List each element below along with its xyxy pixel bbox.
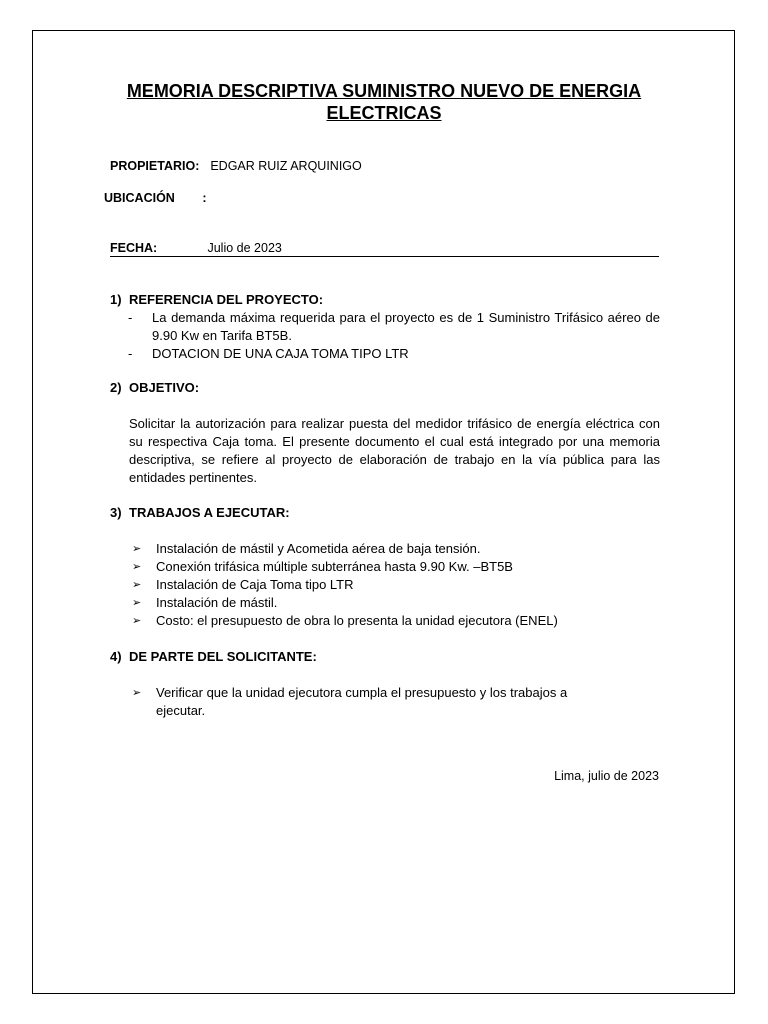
ubicacion-colon: : bbox=[202, 191, 207, 205]
section-number: 3) bbox=[110, 505, 122, 520]
list-item-text: La demanda máxima requerida para el proyecto es de 1 Suministro Trifásico aéreo de 9.90 Kw en Tarifa BT5B. bbox=[152, 310, 660, 343]
propietario-value: EDGAR RUIZ ARQUINIGO bbox=[210, 159, 362, 173]
dash-bullet: - bbox=[128, 310, 133, 325]
header-divider bbox=[110, 256, 659, 257]
list-item-text: Verificar que la unidad ejecutora cumpla el presupuesto y los trabajos a ejecutar. bbox=[156, 685, 568, 718]
ubicacion-row bbox=[104, 190, 207, 206]
section-number: 4) bbox=[110, 649, 122, 664]
list-item-text: Instalación de mástil y Acometida aérea de baja tensión. bbox=[156, 541, 481, 556]
fecha-row bbox=[110, 240, 282, 256]
list-item bbox=[110, 576, 660, 594]
list-item bbox=[110, 540, 660, 558]
referencia-list bbox=[110, 309, 660, 363]
section-number: 1) bbox=[110, 292, 122, 307]
section-title: DE PARTE DEL SOLICITANTE: bbox=[129, 649, 317, 664]
solicitante-list bbox=[110, 684, 660, 720]
list-item-text: Instalación de mástil. bbox=[156, 595, 278, 610]
list-item bbox=[110, 684, 590, 720]
section-trabajos bbox=[110, 504, 660, 630]
list-item bbox=[110, 594, 660, 612]
section-heading bbox=[110, 648, 660, 666]
section-title: TRABAJOS A EJECUTAR: bbox=[129, 505, 290, 520]
list-item-text: Conexión trifásica múltiple subterránea hasta 9.90 Kw. –BT5B bbox=[156, 559, 513, 574]
list-item bbox=[110, 612, 660, 630]
fecha-value: Julio de 2023 bbox=[207, 241, 282, 255]
section-title: REFERENCIA DEL PROYECTO: bbox=[129, 292, 324, 307]
section-objetivo bbox=[110, 379, 660, 487]
signoff-place-date: Lima, julio de 2023 bbox=[554, 769, 659, 783]
section-heading bbox=[110, 291, 660, 309]
propietario-row bbox=[110, 158, 362, 174]
fecha-label: FECHA: bbox=[110, 241, 158, 255]
section-title: OBJETIVO: bbox=[129, 380, 200, 395]
propietario-label: PROPIETARIO: bbox=[110, 159, 200, 173]
objetivo-paragraph: Solicitar la autorización para realizar puesta del medidor trifásico de energía eléctrica con su respectiva Caja toma. El presente documento el cual está integrado por una memoria descriptiva, se refiere al proyecto de elaboración de trabajo en la vía pública para las entidades pertinentes. bbox=[129, 416, 660, 485]
section-solicitante bbox=[110, 648, 660, 720]
arrow-bullet-icon: ➢ bbox=[132, 579, 142, 591]
arrow-bullet-icon: ➢ bbox=[132, 561, 142, 573]
document-title-line-2: ELECTRICAS bbox=[326, 103, 442, 123]
list-item-text: Costo: el presupuesto de obra lo presenta la unidad ejecutora (ENEL) bbox=[156, 613, 558, 628]
arrow-bullet-icon: ➢ bbox=[132, 687, 142, 699]
section-heading bbox=[110, 504, 660, 522]
document-title-line-1: MEMORIA DESCRIPTIVA SUMINISTRO NUEVO DE ENERGIA bbox=[126, 81, 642, 101]
list-item-text: DOTACION DE UNA CAJA TOMA TIPO LTR bbox=[152, 346, 409, 361]
trabajos-list bbox=[110, 540, 660, 630]
list-item bbox=[110, 309, 660, 345]
list-item bbox=[110, 558, 660, 576]
section-number: 2) bbox=[110, 380, 122, 395]
list-item bbox=[110, 345, 660, 363]
ubicacion-label: UBICACIÓN bbox=[104, 191, 175, 205]
list-item-text: Instalación de Caja Toma tipo LTR bbox=[156, 577, 354, 592]
arrow-bullet-icon: ➢ bbox=[132, 543, 142, 555]
dash-bullet: - bbox=[128, 346, 133, 361]
section-heading bbox=[110, 379, 660, 397]
arrow-bullet-icon: ➢ bbox=[132, 597, 142, 609]
arrow-bullet-icon: ➢ bbox=[132, 615, 142, 627]
document-title bbox=[0, 80, 768, 124]
section-referencia bbox=[110, 291, 660, 363]
